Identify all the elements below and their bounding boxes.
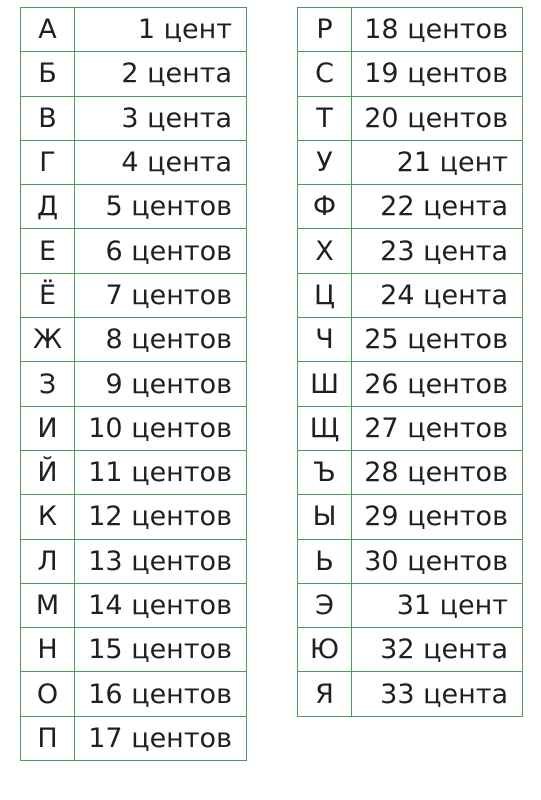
letter-cell: Й [21,450,75,494]
table-row [21,716,247,760]
letter-cell: Е [21,229,75,273]
letter-cell: Щ [298,406,352,450]
letter-cell: Ь [298,539,352,583]
letter-cell: Т [298,96,352,140]
right-letter-value-table [297,7,523,717]
table-row [298,229,523,273]
table-row [21,96,247,140]
table-row [298,318,523,362]
letter-cell: Я [298,672,352,716]
value-cell: 19 центов [352,52,523,96]
table-row [298,185,523,229]
value-cell: 29 центов [352,495,523,539]
value-cell: 13 центов [75,539,247,583]
table-row [298,539,523,583]
table-row [298,406,523,450]
letter-cell: Ч [298,318,352,362]
value-cell: 24 цента [352,273,523,317]
letter-cell: Д [21,185,75,229]
value-cell: 1 цент [75,8,247,52]
value-cell: 11 центов [75,450,247,494]
table-row [298,628,523,672]
value-cell: 16 центов [75,672,247,716]
value-cell: 21 цент [352,140,523,184]
table-row [298,495,523,539]
table-row [298,362,523,406]
left-table-body [21,8,247,761]
letter-cell: З [21,362,75,406]
value-cell: 25 центов [352,318,523,362]
table-row [298,140,523,184]
table-row [21,229,247,273]
value-cell: 12 центов [75,495,247,539]
value-cell: 23 цента [352,229,523,273]
value-cell: 33 цента [352,672,523,716]
letter-cell: Ю [298,628,352,672]
right-table-body [298,8,523,717]
value-cell: 31 цент [352,583,523,627]
letter-cell: Г [21,140,75,184]
value-cell: 15 центов [75,628,247,672]
value-cell: 14 центов [75,583,247,627]
table-row [21,406,247,450]
value-cell: 26 центов [352,362,523,406]
letter-cell: О [21,672,75,716]
value-cell: 6 центов [75,229,247,273]
letter-cell: Ш [298,362,352,406]
table-row [298,8,523,52]
table-row [298,450,523,494]
table-row [21,628,247,672]
table-row [298,52,523,96]
value-cell: 30 центов [352,539,523,583]
table-row [21,185,247,229]
letter-cell: Ё [21,273,75,317]
value-cell: 32 цента [352,628,523,672]
table-row [21,495,247,539]
table-row [21,52,247,96]
letter-cell: Н [21,628,75,672]
letter-cell: Ф [298,185,352,229]
value-cell: 9 центов [75,362,247,406]
value-cell: 28 центов [352,450,523,494]
table-row [21,450,247,494]
table-row [21,8,247,52]
letter-cell: В [21,96,75,140]
table-row [21,362,247,406]
table-row [21,672,247,716]
value-cell: 8 центов [75,318,247,362]
left-letter-value-table [20,7,247,761]
letter-cell: Ц [298,273,352,317]
table-row [21,273,247,317]
value-cell: 3 цента [75,96,247,140]
table-row [21,539,247,583]
value-cell: 2 цента [75,52,247,96]
letter-cell: С [298,52,352,96]
letter-cell: Ы [298,495,352,539]
letter-cell: Ъ [298,450,352,494]
letter-cell: Х [298,229,352,273]
value-cell: 4 цента [75,140,247,184]
value-cell: 17 центов [75,716,247,760]
letter-cell: У [298,140,352,184]
letter-cell: Р [298,8,352,52]
table-row [21,583,247,627]
value-cell: 27 центов [352,406,523,450]
value-cell: 10 центов [75,406,247,450]
table-row [298,672,523,716]
letter-cell: Л [21,539,75,583]
letter-cell: Э [298,583,352,627]
letter-cell: Ж [21,318,75,362]
value-cell: 5 центов [75,185,247,229]
value-cell: 22 цента [352,185,523,229]
table-row [21,140,247,184]
letter-cell: И [21,406,75,450]
value-cell: 18 центов [352,8,523,52]
letter-cell: Б [21,52,75,96]
table-row [298,96,523,140]
table-row [298,583,523,627]
letter-cell: А [21,8,75,52]
table-row [21,318,247,362]
value-cell: 7 центов [75,273,247,317]
table-row [298,273,523,317]
letter-cell: К [21,495,75,539]
value-cell: 20 центов [352,96,523,140]
letter-cell: П [21,716,75,760]
letter-cell: М [21,583,75,627]
